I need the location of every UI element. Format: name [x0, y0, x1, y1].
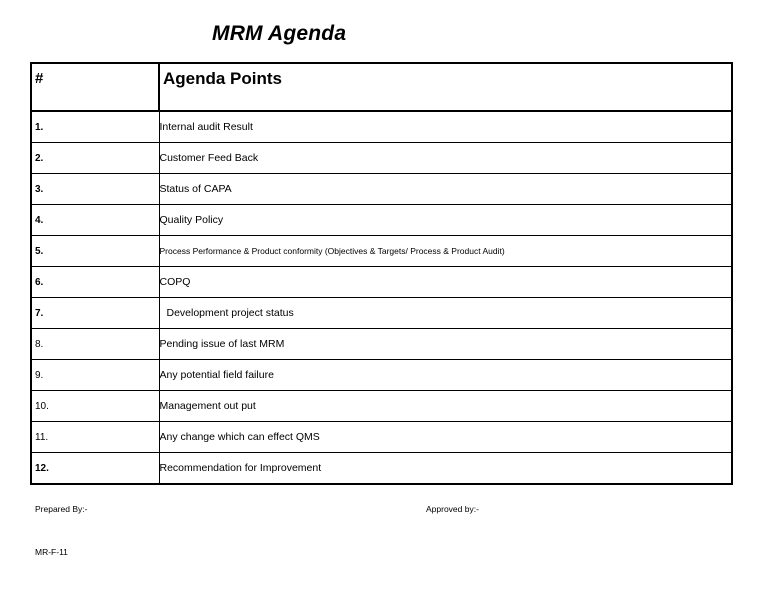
agenda-point: Development project status — [159, 298, 732, 329]
agenda-point: Pending issue of last MRM — [159, 329, 732, 360]
approved-by-label: Approved by:- — [426, 504, 479, 514]
agenda-point: Recommendation for Improvement — [159, 453, 732, 485]
row-number: 3. — [31, 174, 159, 205]
row-number: 2. — [31, 143, 159, 174]
row-number: 6. — [31, 267, 159, 298]
table-row — [31, 360, 732, 391]
table-row — [31, 391, 732, 422]
agenda-point: Management out put — [159, 391, 732, 422]
agenda-point: Any potential field failure — [159, 360, 732, 391]
agenda-point: COPQ — [159, 267, 732, 298]
row-number: 9. — [31, 360, 159, 391]
table-row — [31, 422, 732, 453]
page-title: MRM Agenda — [212, 22, 347, 45]
agenda-point: Process Performance & Product conformity (Objectives & Targets/ Process & Product Audit) — [159, 236, 732, 267]
table-row — [31, 329, 732, 360]
table-header-row — [31, 63, 732, 111]
table-row — [31, 111, 732, 143]
agenda-point: Status of CAPA — [159, 174, 732, 205]
agenda-point: Quality Policy — [159, 205, 732, 236]
table-row — [31, 236, 732, 267]
column-header-agenda-points: Agenda Points — [159, 63, 732, 111]
agenda-point: Customer Feed Back — [159, 143, 732, 174]
table-row — [31, 267, 732, 298]
row-number: 8. — [31, 329, 159, 360]
row-number: 5. — [31, 236, 159, 267]
agenda-point: Internal audit Result — [159, 111, 732, 143]
row-number: 7. — [31, 298, 159, 329]
table-row — [31, 298, 732, 329]
prepared-by-label: Prepared By:- — [35, 504, 88, 514]
table-row — [31, 174, 732, 205]
row-number: 10. — [31, 391, 159, 422]
row-number: 11. — [31, 422, 159, 453]
column-header-number: # — [31, 63, 159, 111]
row-number: 12. — [31, 453, 159, 485]
row-number: 1. — [31, 111, 159, 143]
form-number: MR-F-11 — [35, 547, 68, 557]
agenda-table — [30, 62, 733, 485]
row-number: 4. — [31, 205, 159, 236]
table-row — [31, 205, 732, 236]
table-row — [31, 453, 732, 485]
table-row — [31, 143, 732, 174]
agenda-point: Any change which can effect QMS — [159, 422, 732, 453]
